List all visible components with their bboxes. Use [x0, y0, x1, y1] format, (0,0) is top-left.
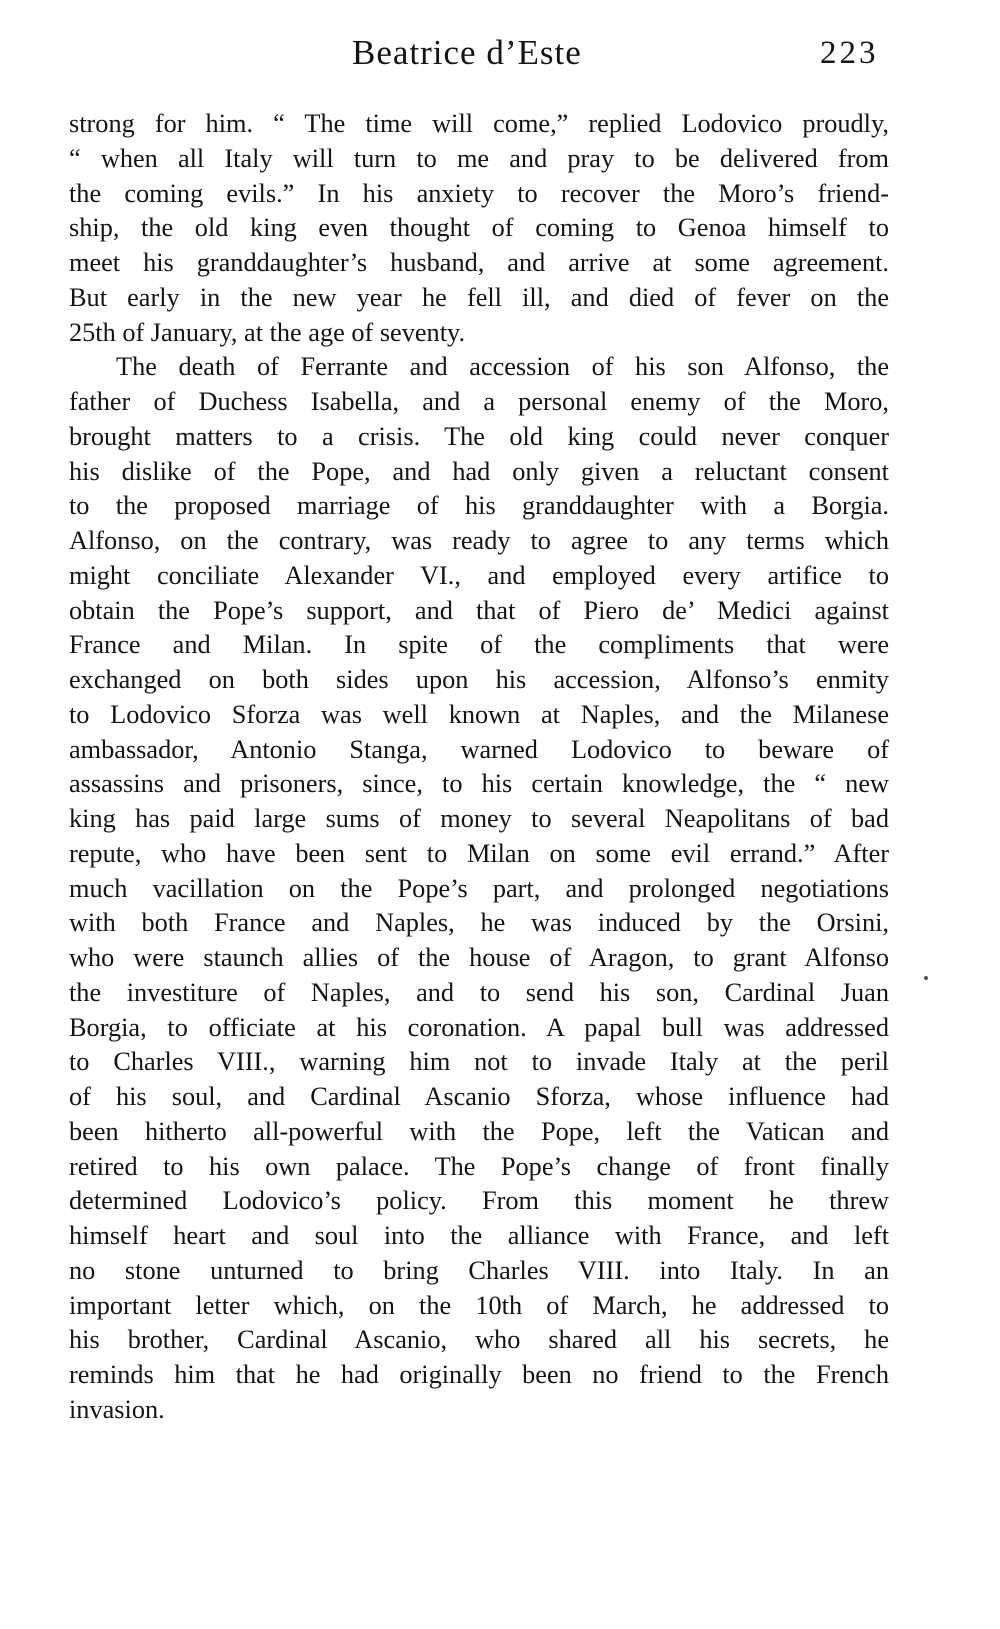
text-line: important letter which, on the 10th of March, he addressed to — [69, 1290, 889, 1320]
paragraph-ferrante-death — [69, 350, 889, 1427]
text-line: ship, the old king even thought of coming to Genoa himself to — [69, 213, 889, 243]
text-line: king has paid large sums of money to several Neapolitans of bad — [69, 804, 889, 833]
page-number: 223 — [820, 35, 879, 71]
text-line: repute, who have been sent to Milan on some evil errand.” After — [69, 838, 889, 868]
text-line: of his soul, and Cardinal Ascanio Sforza, whose influence had — [69, 1082, 889, 1111]
text-line: ambassador, Antonio Stanga, warned Lodovico to beware of — [69, 734, 889, 764]
body-text — [69, 107, 889, 1428]
text-line: But early in the new year he fell ill, and died of fever on the — [69, 282, 889, 312]
text-line: Alfonso, on the contrary, was ready to agree to any terms which — [69, 526, 889, 555]
text-line: exchanged on both sides upon his accession, Alfonso’s enmity — [69, 665, 889, 694]
text-line: to the proposed marriage of his granddaughter with a Borgia. — [69, 491, 889, 521]
running-header — [0, 30, 1000, 76]
text-line: obtain the Pope’s support, and that of Piero de’ Medici against — [69, 595, 889, 625]
text-line: France and Milan. In spite of the compliments that were — [69, 630, 889, 660]
text-line: his brother, Cardinal Ascanio, who shared all his secrets, he — [69, 1325, 889, 1355]
text-line: Borgia, to officiate at his coronation. A papal bull was addressed — [69, 1012, 889, 1042]
text-line: father of Duchess Isabella, and a personal enemy of the Moro, — [69, 387, 889, 416]
text-line: “ when all Italy will turn to me and pray to be delivered from — [69, 143, 889, 173]
text-line: the coming evils.” In his anxiety to recover the Moro’s friend- — [69, 178, 889, 208]
text-line: assassins and prisoners, since, to his certain knowledge, the “ new — [69, 769, 889, 799]
running-title: Beatrice d’Este — [352, 33, 582, 72]
text-line: brought matters to a crisis. The old king could never conquer — [69, 421, 889, 451]
text-line: strong for him. “ The time will come,” replied Lodovico proudly, — [69, 109, 889, 138]
paragraph-continued — [69, 107, 889, 350]
text-line: himself heart and soul into the alliance with France, and left — [69, 1221, 889, 1250]
text-line: retired to his own palace. The Pope’s change of front finally — [69, 1151, 889, 1181]
text-line: been hitherto all-powerful with the Pope, left the Vatican and — [69, 1116, 889, 1146]
text-line: meet his granddaughter’s husband, and arrive at some agreement. — [69, 248, 889, 277]
text-line: with both France and Naples, he was induced by the Orsini, — [69, 908, 889, 938]
text-line: no stone unturned to bring Charles VIII. into Italy. In an — [69, 1255, 889, 1285]
text-line: to Lodovico Sforza was well known at Naples, and the Milanese — [69, 699, 889, 729]
text-line: to Charles VIII., warning him not to invade Italy at the peril — [69, 1047, 889, 1077]
text-line: much vacillation on the Pope’s part, and prolonged negotiations — [69, 873, 889, 903]
text-line: his dislike of the Pope, and had only given a reluctant consent — [69, 456, 889, 486]
text-line: the investiture of Naples, and to send his son, Cardinal Juan — [69, 977, 889, 1007]
text-line: invasion. — [69, 1394, 165, 1424]
text-line: might conciliate Alexander VI., and employed every artifice to — [69, 560, 889, 590]
text-line: reminds him that he had originally been no friend to the French — [69, 1360, 889, 1389]
text-line: who were staunch allies of the house of Aragon, to grant Alfonso — [69, 943, 889, 972]
text-line: 25th of January, at the age of seventy. — [69, 317, 466, 347]
text-line: The death of Ferrante and accession of his son Alfonso, the — [116, 352, 889, 382]
text-line: determined Lodovico’s policy. From this moment he threw — [69, 1186, 889, 1216]
stray-ink-mark — [924, 976, 928, 980]
